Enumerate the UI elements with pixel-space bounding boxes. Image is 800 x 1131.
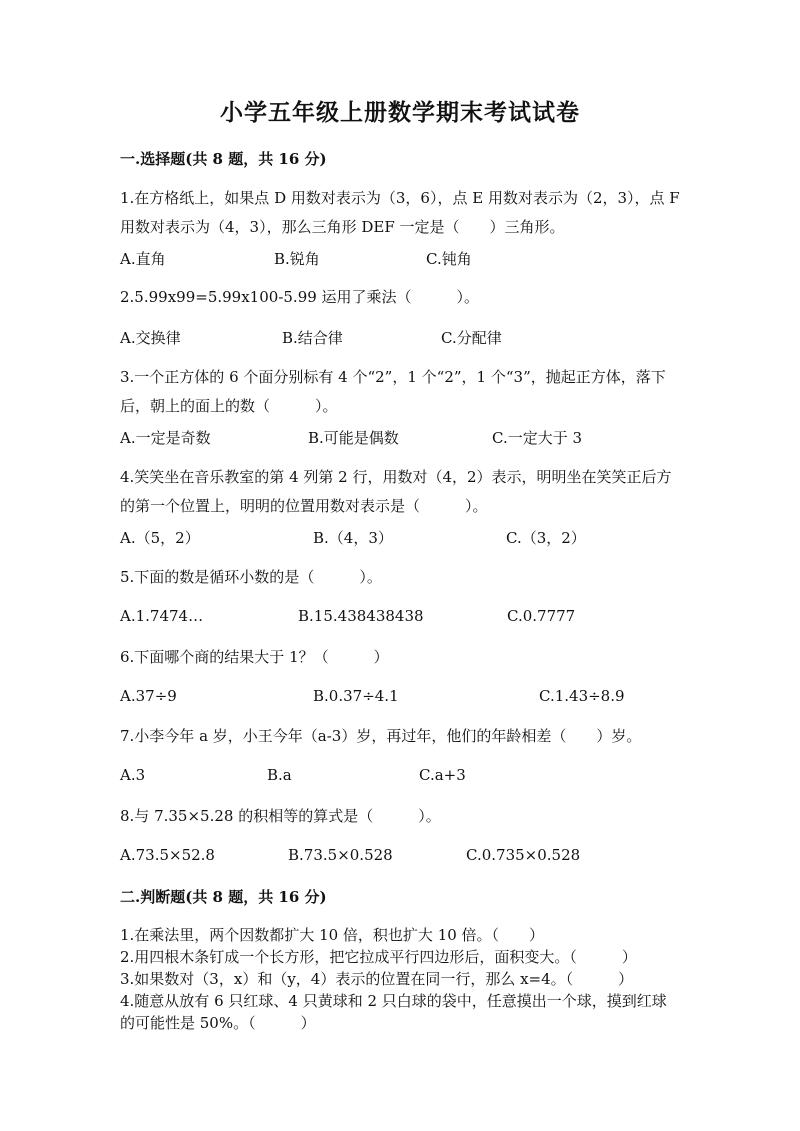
option-6c[interactable]: C.1.43÷8.9 [539,687,625,705]
option-4c[interactable]: C.（3，2） [506,529,586,547]
option-3b[interactable]: B.可能是偶数 [308,429,399,447]
option-5b[interactable]: B.15.438438438 [298,607,424,625]
question-3: 3.一个正方体的 6 个面分别标有 4 个“2”，1 个“2”，1 个“3”，抛起正方体，落下后，朝上的面上的数（ ）。 [120,368,666,415]
option-3a[interactable]: A.一定是奇数 [120,429,211,447]
question-4: 4.笑笑坐在音乐教室的第 4 列第 2 行，用数对（4，2）表示，明明坐在笑笑正后方的第一个位置上，明明的位置用数对表示是（ ）。 [120,468,672,515]
question-1: 1.在方格纸上，如果点 D 用数对表示为（3，6），点 E 用数对表示为（2，3），点 F 用数对表示为（4，3），那么三角形 DEF 一定是（ ）三角形。 [120,189,680,236]
options-row-1 [120,248,680,270]
judgement-item-2: 2.用四根木条钉成一个长方形，把它拉成平行四边形后，面积变大。（ ） [120,948,637,966]
option-7a[interactable]: A.3 [120,766,146,784]
option-2a[interactable]: A.交换律 [120,329,181,347]
question-2: 2.5.99x99=5.99x100-5.99 运用了乘法（ ）。 [120,288,480,306]
option-8c[interactable]: C.0.735×0.528 [466,846,581,864]
option-5a[interactable]: A.1.7474… [120,607,204,625]
question-8: 8.与 7.35×5.28 的积相等的算式是（ ）。 [120,807,441,825]
option-7b[interactable]: B.a [267,766,292,784]
option-4a[interactable]: A.（5，2） [120,529,200,547]
question-5: 5.下面的数是循环小数的是（ ）。 [120,568,382,586]
options-row-6 [120,687,680,709]
judgement-item-4: 4.随意从放有 6 只红球、4 只黄球和 2 只白球的袋中，任意摸出一个球，摸到红球的可能性是 50%。（ ） [120,992,667,1032]
option-2b[interactable]: B.结合律 [282,329,343,347]
judgement-item-3: 3.如果数对（3，x）和（y，4）表示的位置在同一行，那么 x=4。（ ） [120,970,634,988]
options-row-8 [120,846,680,868]
options-row-3 [120,427,680,449]
option-8b[interactable]: B.73.5×0.528 [288,846,393,864]
exam-title: 小学五年级上册数学期末考试试卷 [220,99,580,126]
options-row-2 [120,327,680,349]
section-heading-judgement: 二.判断题(共 8 题，共 16 分) [120,888,327,906]
judgement-item-1: 1.在乘法里，两个因数都扩大 10 倍，积也扩大 10 倍。（ ） [120,926,545,944]
option-4b[interactable]: B.（4，3） [313,529,393,547]
option-1c[interactable]: C.钝角 [426,250,472,268]
option-1a[interactable]: A.直角 [120,250,166,268]
option-1b[interactable]: B.锐角 [274,250,320,268]
options-row-5 [120,607,680,629]
option-5c[interactable]: C.0.7777 [507,607,576,625]
question-7: 7.小李今年 a 岁，小王今年（a-3）岁，再过年，他们的年龄相差（ ）岁。 [120,727,642,745]
option-7c[interactable]: C.a+3 [419,766,466,784]
options-row-4 [120,527,680,549]
option-3c[interactable]: C.一定大于 3 [492,429,583,447]
option-6a[interactable]: A.37÷9 [120,687,177,705]
option-2c[interactable]: C.分配律 [441,329,502,347]
option-6b[interactable]: B.0.37÷4.1 [313,687,399,705]
option-8a[interactable]: A.73.5×52.8 [120,846,215,864]
section-heading-choice: 一.选择题(共 8 题，共 16 分) [120,150,327,168]
options-row-7 [120,766,680,788]
question-6: 6.下面哪个商的结果大于 1？（ ） [120,648,389,666]
